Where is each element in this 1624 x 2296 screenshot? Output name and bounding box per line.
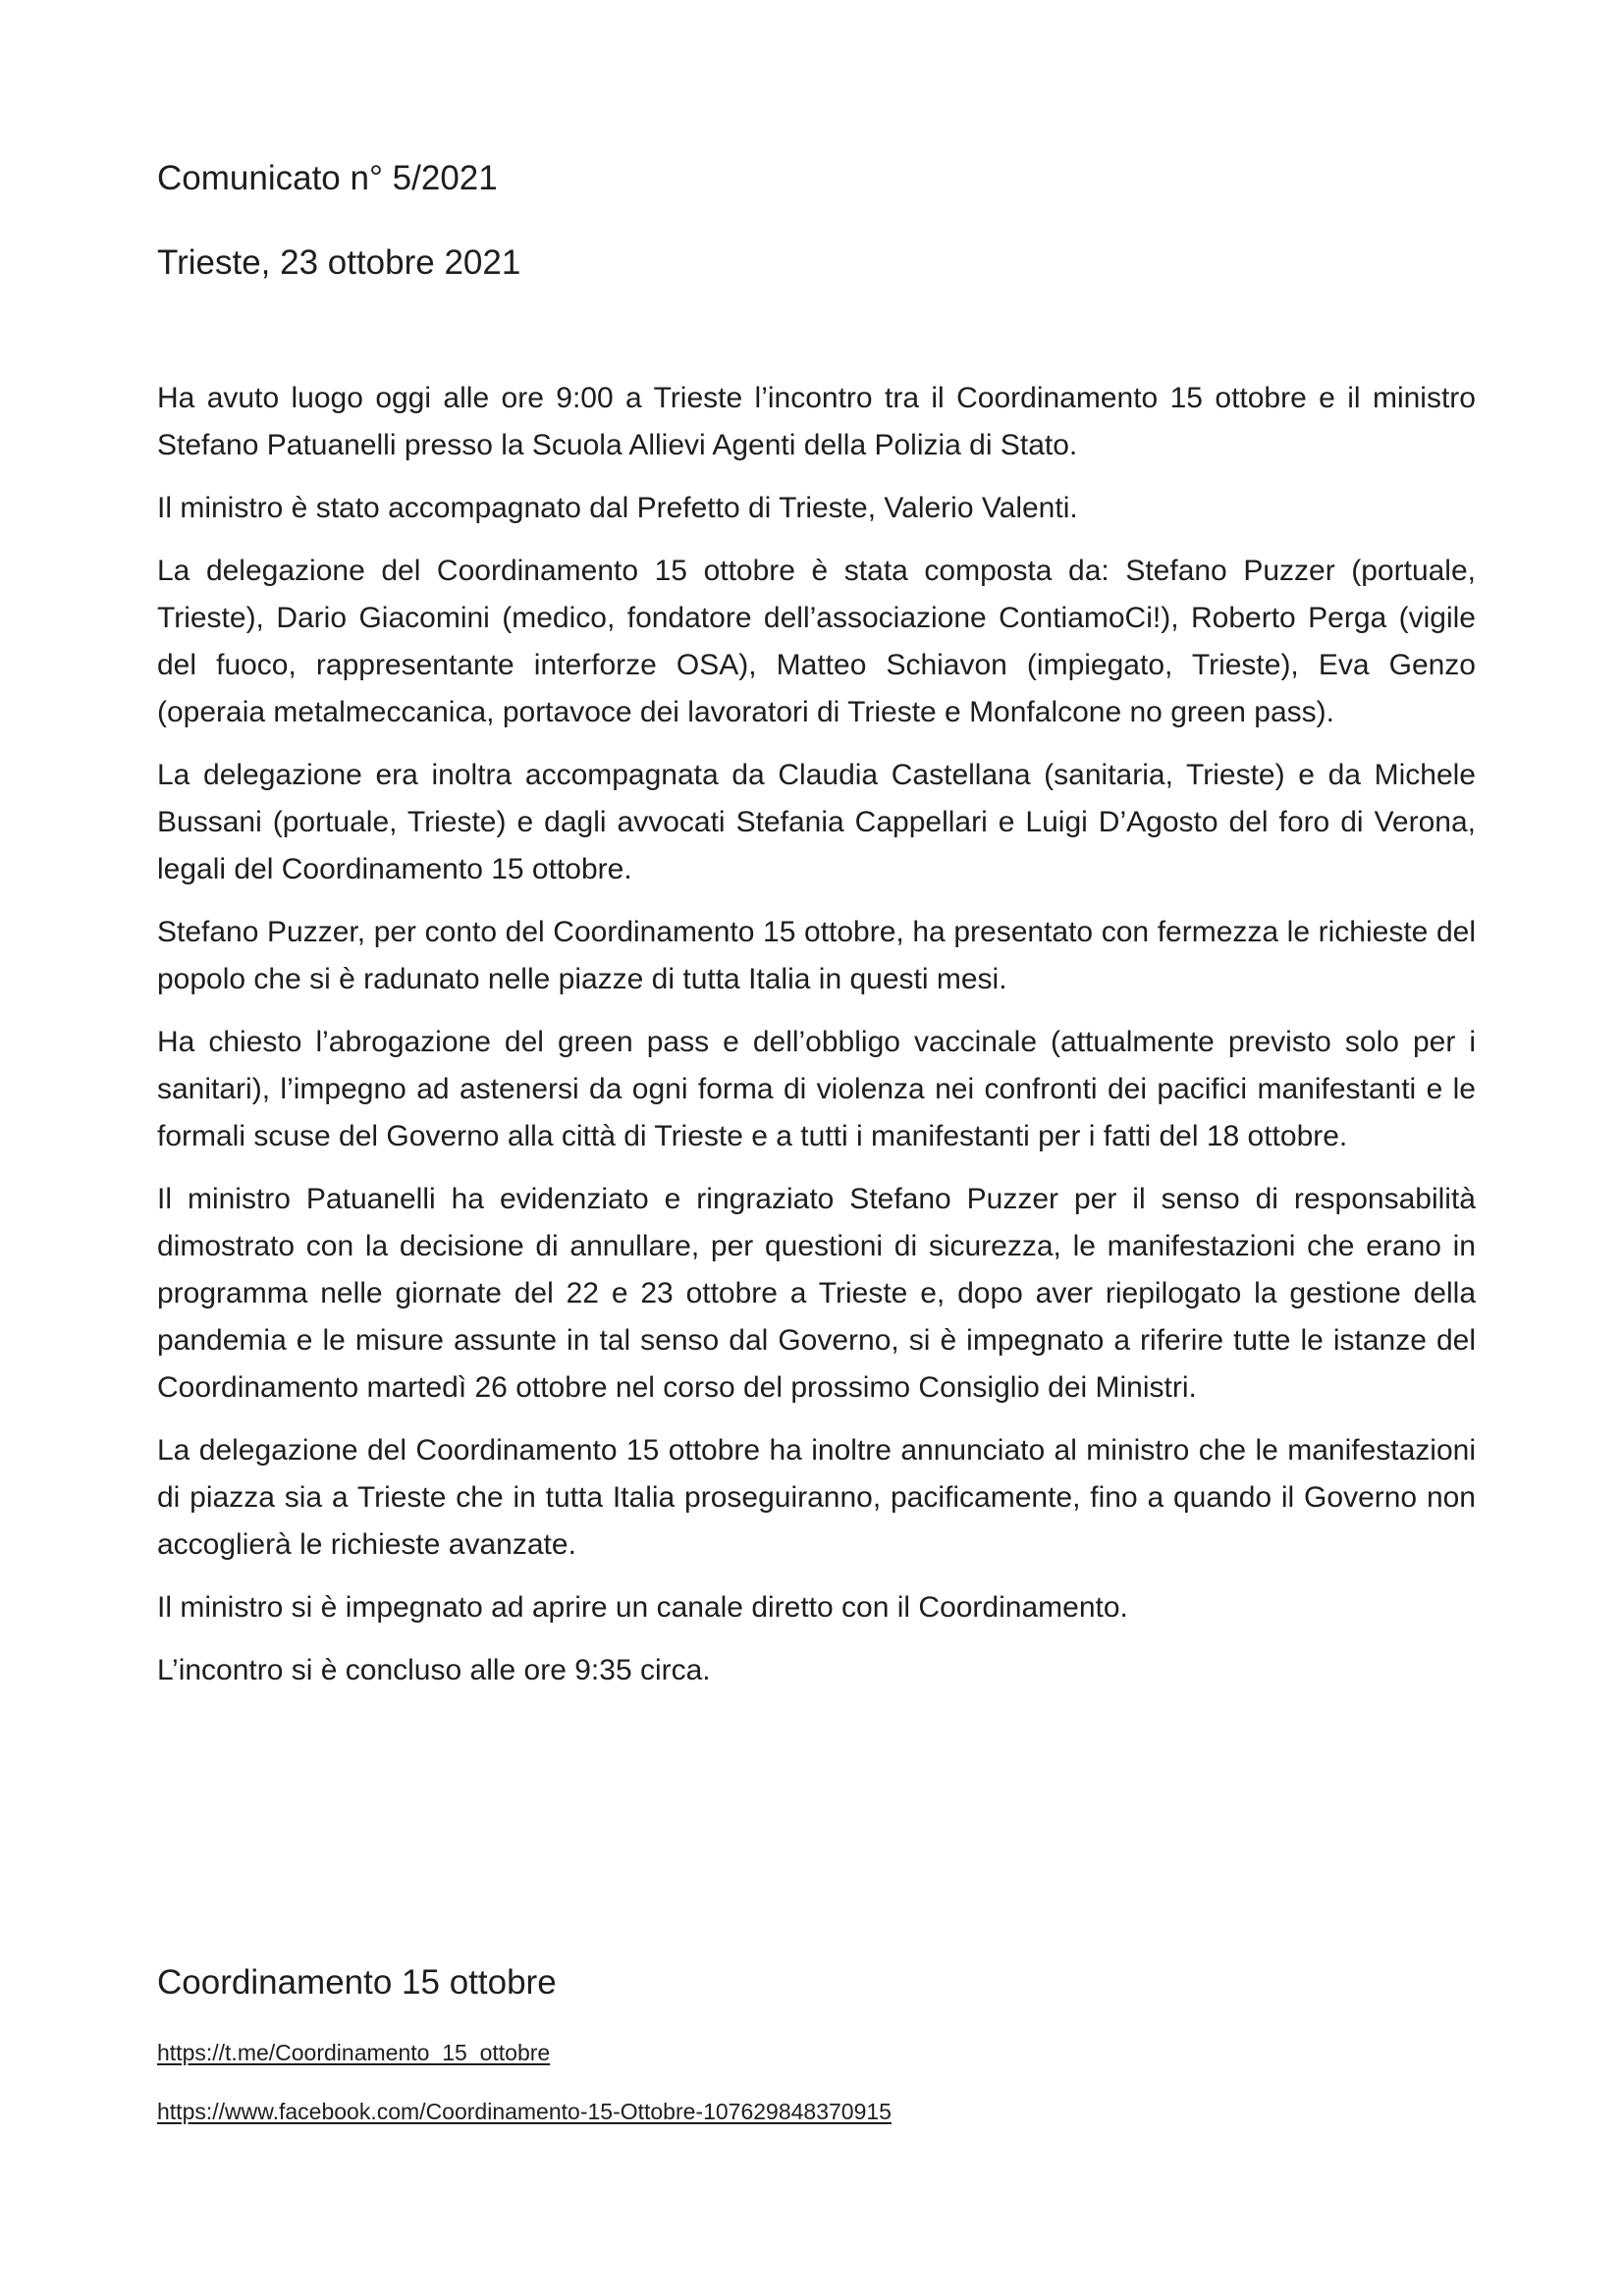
paragraph-demonstrations-continue: La delegazione del Coordinamento 15 ottobre ha inoltre annunciato al ministro che le manifestazioni di piazza sia a Trieste che in tutta Italia proseguiranno, pacificamente, fino a quando il Governo non accoglierà le richieste avanzate.: [157, 1434, 1476, 1561]
paragraph-meeting-end: L’incontro si è concluso alle ore 9:35 circa.: [157, 1654, 711, 1686]
paragraph-meeting-intro: Ha avuto luogo oggi alle ore 9:00 a Trieste l’incontro tra il Coordinamento 15 ottobre e il ministro Stefano Patuanelli presso la Scuola Allievi Agenti della Polizia di Stato.: [157, 382, 1476, 461]
paragraph-prefect: Il ministro è stato accompagnato dal Prefetto di Trieste, Valerio Valenti.: [157, 492, 1078, 524]
place-date-line: Trieste, 23 ottobre 2021: [157, 243, 521, 282]
communique-body: [157, 375, 1476, 1710]
paragraph-requests-presented: Stefano Puzzer, per conto del Coordinamento 15 ottobre, ha presentato con fermezza le richieste del popolo che si è radunato nelle piazze di tutta Italia in questi mesi.: [157, 916, 1476, 995]
facebook-link[interactable]: https://www.facebook.com/Coordinamento-15-Ottobre-107629848370915: [157, 2099, 892, 2124]
paragraph-delegation-companions: La delegazione era inoltra accompagnata da Claudia Castellana (sanitaria, Trieste) e da Michele Bussani (portuale, Trieste) e dagli avvocati Stefania Cappellari e Luigi D’Agosto del foro di Verona, legali del Coordinamento 15 ottobre.: [157, 759, 1476, 885]
signature-organization: Coordinamento 15 ottobre: [157, 1963, 557, 2002]
paragraph-direct-channel: Il ministro si è impegnato ad aprire un canale diretto con il Coordinamento.: [157, 1591, 1128, 1624]
paragraph-delegation-members: La delegazione del Coordinamento 15 ottobre è stata composta da: Stefano Puzzer (portuale, Trieste), Dario Giacomini (medico, fondatore dell’associazione ContiamoCi!), Roberto Perga (vigile del fuoco, rappresentante interforze OSA), Matteo Schiavon (impiegato, Trieste), Eva Genzo (operaia metalmeccanica, portavoce dei lavoratori di Trieste e Monfalcone no green pass).: [157, 555, 1476, 728]
communique-number-heading: Comunicato n° 5/2021: [157, 159, 498, 197]
telegram-link[interactable]: https://t.me/Coordinamento_15_ottobre: [157, 2040, 551, 2065]
paragraph-minister-response: Il ministro Patuanelli ha evidenziato e ringraziato Stefano Puzzer per il senso di responsabilità dimostrato con la decisione di annullare, per questioni di sicurezza, le manifestazioni che erano in programma nelle giornate del 22 e 23 ottobre a Trieste e, dopo aver riepilogato la gestione della pandemia e le misure assunte in tal senso dal Governo, si è impegnato a riferire tutte le istanze del Coordinamento martedì 26 ottobre nel corso del prossimo Consiglio dei Ministri.: [157, 1183, 1476, 1404]
paragraph-requests-detail: Ha chiesto l’abrogazione del green pass e dell’obbligo vaccinale (attualmente previsto solo per i sanitari), l’impegno ad astenersi da ogni forma di violenza nei confronti dei pacifici manifestanti e le formali scuse del Governo alla città di Trieste e a tutti i manifestanti per i fatti del 18 ottobre.: [157, 1026, 1476, 1152]
